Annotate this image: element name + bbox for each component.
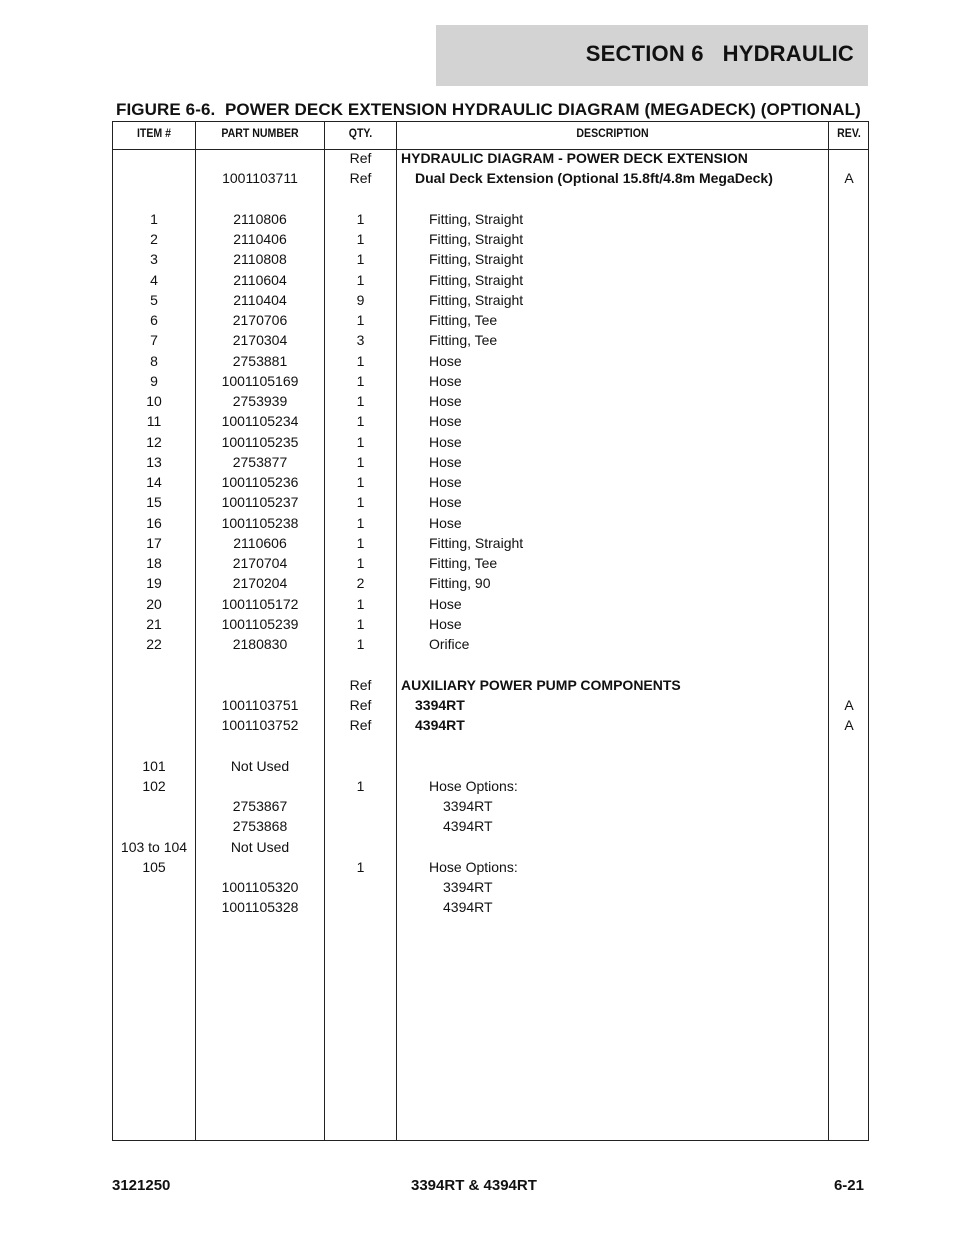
table-row <box>113 251 868 271</box>
item-number: 21 <box>146 615 162 632</box>
part-number: 1001105172 <box>221 595 299 612</box>
table-row <box>113 899 868 919</box>
table-row <box>113 515 868 535</box>
table-row <box>113 697 868 717</box>
part-number: 2110606 <box>233 534 287 551</box>
description: Fitting, Straight <box>429 210 524 227</box>
part-number: 1001103752 <box>221 717 299 733</box>
quantity: Ref <box>349 717 372 733</box>
quantity: 1 <box>356 231 365 247</box>
description: 4394RT <box>443 899 493 916</box>
table-row <box>113 818 868 838</box>
part-number: 1001103751 <box>221 696 299 713</box>
quantity: 1 <box>356 312 365 328</box>
table-row <box>113 596 868 616</box>
quantity: 1 <box>356 453 365 470</box>
quantity: Ref <box>349 150 372 166</box>
quantity: 1 <box>356 514 365 531</box>
part-number: 2110806 <box>233 210 287 227</box>
item-number: 2 <box>150 231 158 247</box>
table-row <box>113 170 868 190</box>
section-title: SECTION 6 HYDRAULIC <box>585 41 854 66</box>
footer-page-number: 6-21 <box>833 1177 864 1194</box>
description: Hose Options: <box>429 858 518 875</box>
header-part-number: PART NUMBER <box>221 126 299 140</box>
quantity: Ref <box>349 676 372 693</box>
description: Hose <box>429 453 462 470</box>
quantity: 1 <box>356 636 365 652</box>
description: Hose <box>429 393 462 409</box>
part-number: 2170304 <box>232 332 288 349</box>
quantity: 1 <box>356 210 365 227</box>
quantity: 1 <box>356 393 365 409</box>
description: Dual Deck Extension (Optional 15.8ft/4.8m MegaDeck) <box>415 170 773 187</box>
description: Fitting, Tee <box>429 332 498 349</box>
quantity: 1 <box>356 413 365 430</box>
description: Fitting, Straight <box>429 251 524 268</box>
table-row <box>113 332 868 352</box>
quantity: 1 <box>356 474 365 490</box>
table-row <box>113 798 868 818</box>
item-number: 20 <box>146 595 162 612</box>
part-number: 2753939 <box>232 393 288 409</box>
description: Hose <box>429 474 462 490</box>
quantity: 1 <box>356 777 365 794</box>
table-row <box>113 454 868 474</box>
quantity: 1 <box>356 534 365 551</box>
table-row <box>113 353 868 373</box>
part-number: 1001105238 <box>221 514 299 531</box>
part-number: Not Used <box>230 838 290 855</box>
item-number: 8 <box>150 352 158 369</box>
table-row <box>113 879 868 899</box>
table-row <box>113 778 868 798</box>
quantity: Ref <box>349 170 372 187</box>
item-number: 19 <box>146 575 162 592</box>
revision: A <box>844 717 854 733</box>
quantity: 1 <box>356 555 365 571</box>
table-row <box>113 859 868 879</box>
table-row <box>113 393 868 413</box>
quantity: 2 <box>356 575 365 592</box>
table-row <box>113 231 868 251</box>
item-number: 101 <box>142 757 166 774</box>
quantity: 1 <box>356 251 365 268</box>
item-number: 10 <box>146 393 162 409</box>
quantity: 1 <box>356 494 365 511</box>
item-number: 15 <box>146 494 162 511</box>
part-number: 2753867 <box>232 798 288 814</box>
description: 3394RT <box>415 696 465 713</box>
quantity: 3 <box>356 332 365 349</box>
part-number: 1001103711 <box>222 170 298 187</box>
quantity: 1 <box>356 352 365 369</box>
description: Hose <box>429 595 462 612</box>
description: Fitting, 90 <box>429 575 491 592</box>
part-number: 1001105236 <box>221 474 299 490</box>
part-number: 2110808 <box>233 251 287 268</box>
item-number: 11 <box>146 413 162 430</box>
description: Hose Options: <box>429 777 518 794</box>
table-row <box>113 292 868 312</box>
description: Fitting, Straight <box>429 291 524 308</box>
table-row <box>113 636 868 656</box>
part-number: Not Used <box>230 757 290 774</box>
table-row <box>113 758 868 778</box>
description: Orifice <box>429 636 470 652</box>
table-row <box>113 494 868 514</box>
quantity: 9 <box>356 291 365 308</box>
quantity: 1 <box>356 858 365 875</box>
item-number: 102 <box>142 777 166 794</box>
description: Hose <box>429 352 462 369</box>
item-number: 12 <box>146 433 162 450</box>
description: Fitting, Straight <box>429 231 524 247</box>
part-number: 2753868 <box>232 818 288 835</box>
description: Hose <box>429 433 462 450</box>
part-number: 1001105237 <box>221 494 299 511</box>
part-number: 2753877 <box>232 453 288 470</box>
item-number: 3 <box>150 251 158 268</box>
part-number: 2170704 <box>232 555 288 571</box>
item-number: 18 <box>146 555 162 571</box>
table-row <box>113 717 868 737</box>
section-header-box <box>436 25 868 86</box>
item-number: 5 <box>150 291 158 308</box>
part-number: 2110604 <box>233 271 287 288</box>
part-number: 1001105328 <box>221 899 299 916</box>
table-row <box>113 272 868 292</box>
quantity: 1 <box>356 271 365 288</box>
description: 4394RT <box>443 818 493 835</box>
part-number: 2110406 <box>233 231 287 247</box>
quantity: 1 <box>356 595 365 612</box>
part-number: 2170204 <box>232 575 288 592</box>
description: AUXILIARY POWER PUMP COMPONENTS <box>401 676 681 693</box>
part-number: 2110404 <box>233 291 287 308</box>
item-number: 14 <box>146 474 162 490</box>
item-number: 1 <box>150 210 158 227</box>
description: Fitting, Tee <box>429 312 498 328</box>
quantity: Ref <box>349 696 372 713</box>
item-number: 103 to 104 <box>120 838 188 855</box>
table-row <box>113 616 868 636</box>
part-number: 1001105169 <box>221 372 299 389</box>
header-rev: REV. <box>837 126 861 140</box>
item-number: 6 <box>150 312 158 328</box>
part-number: 1001105320 <box>221 879 299 895</box>
part-number: 2753881 <box>232 352 288 369</box>
description: Hose <box>429 615 462 632</box>
description: Hose <box>429 494 462 511</box>
table-row <box>113 211 868 231</box>
table-row <box>113 839 868 859</box>
item-number: 4 <box>150 271 158 288</box>
footer-model: 3394RT & 4394RT <box>411 1177 537 1194</box>
description: Fitting, Tee <box>429 555 498 571</box>
description: Hose <box>429 413 462 430</box>
description: HYDRAULIC DIAGRAM - POWER DECK EXTENSION <box>401 150 748 166</box>
description: Fitting, Straight <box>429 534 524 551</box>
description: Fitting, Straight <box>429 271 524 288</box>
item-number: 105 <box>142 858 166 875</box>
description: 3394RT <box>443 798 493 814</box>
quantity: 1 <box>356 372 365 389</box>
table-row <box>113 434 868 454</box>
header-description: DESCRIPTION <box>576 126 649 140</box>
table-row <box>113 474 868 494</box>
table-row <box>113 312 868 332</box>
table-row <box>113 413 868 433</box>
figure-title: FIGURE 6-6. POWER DECK EXTENSION HYDRAULIC DIAGRAM (MEGADECK) (OPTIONAL) <box>116 100 861 119</box>
revision: A <box>844 170 854 187</box>
item-number: 17 <box>146 534 162 551</box>
part-number: 2170706 <box>232 312 288 328</box>
part-number: 1001105235 <box>221 433 299 450</box>
item-number: 16 <box>146 514 162 531</box>
header-qty: QTY. <box>348 126 373 140</box>
description: Hose <box>429 514 462 531</box>
item-number: 22 <box>146 636 162 652</box>
part-number: 1001105239 <box>221 615 299 632</box>
footer-doc-number: 3121250 <box>112 1177 171 1194</box>
part-number: 1001105234 <box>221 413 299 430</box>
table-row <box>113 150 868 170</box>
revision: A <box>844 696 854 713</box>
item-number: 9 <box>150 372 158 389</box>
table-row <box>113 575 868 595</box>
parts-table <box>112 121 869 1141</box>
item-number: 13 <box>146 453 162 470</box>
item-number: 7 <box>150 332 158 349</box>
table-row <box>113 373 868 393</box>
description: 4394RT <box>415 717 465 733</box>
table-row <box>113 535 868 555</box>
description: Hose <box>429 372 462 389</box>
table-row <box>113 555 868 575</box>
quantity: 1 <box>356 615 365 632</box>
part-number: 2180830 <box>232 636 288 652</box>
description: 3394RT <box>443 879 493 895</box>
table-row <box>113 677 868 697</box>
header-item: ITEM # <box>136 126 172 140</box>
quantity: 1 <box>356 433 365 450</box>
